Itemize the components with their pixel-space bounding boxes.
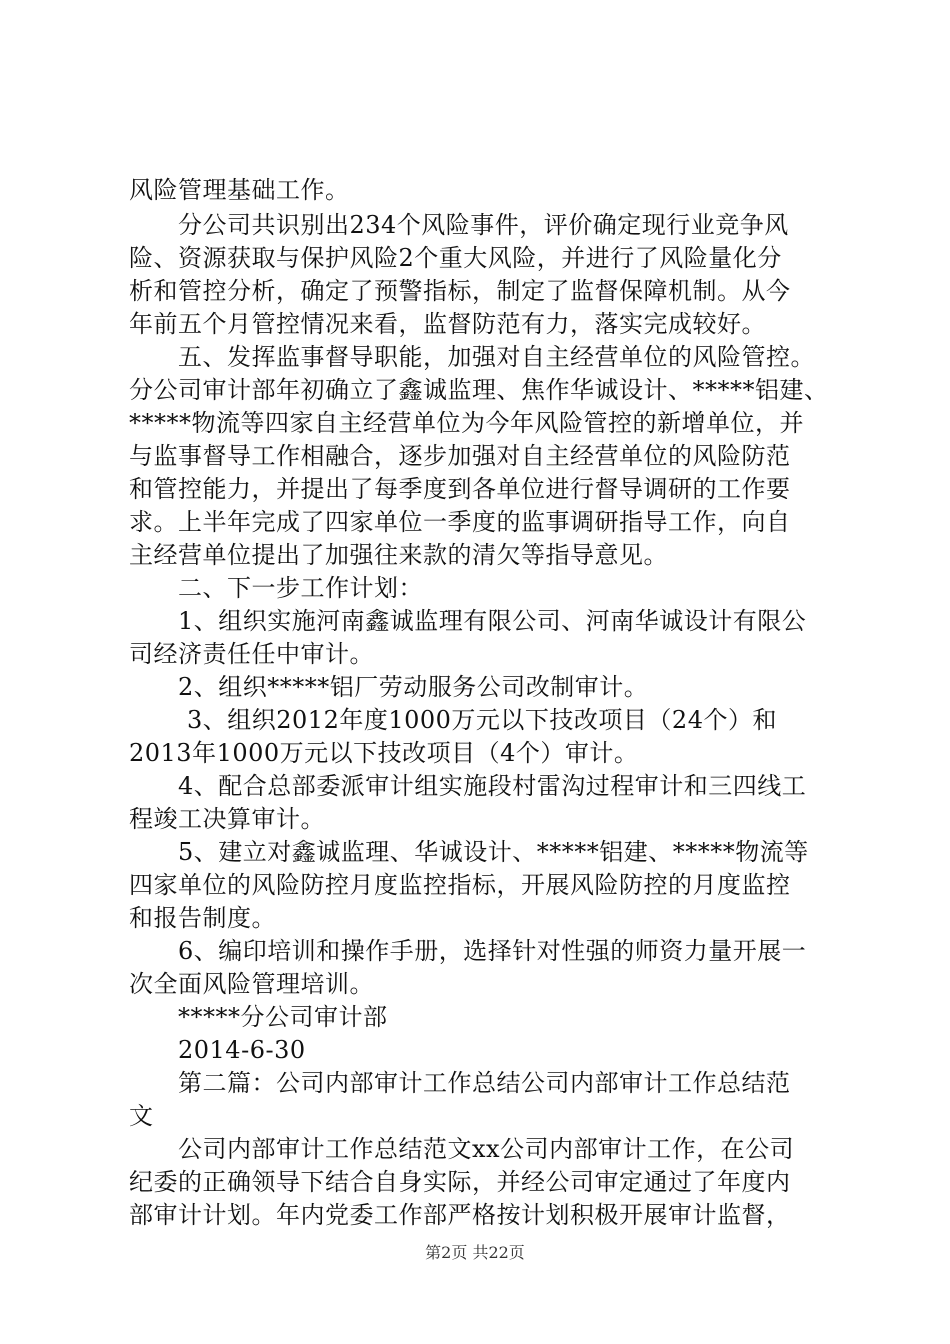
section-heading: 二、下一步工作计划： <box>178 574 423 602</box>
text-line: 年前五个月管控情况来看，监督防范有力，落实完成较好。 <box>129 310 766 338</box>
text-line: 程竣工决算审计。 <box>129 805 325 833</box>
text-line: *****物流等四家自主经营单位为今年风险管控的新增单位，并 <box>129 409 804 437</box>
text-line: 析和管控分析，确定了预警指标，制定了监督保障机制。从今 <box>129 277 791 305</box>
list-item: 3、组织2012年度1000万元以下技改项目（24个）和 <box>187 706 777 734</box>
list-item: 1、组织实施河南鑫诚监理有限公司、河南华诚设计有限公 <box>178 607 807 635</box>
text-line: 司经济责任任中审计。 <box>129 640 374 668</box>
text-line: 和管控能力，并提出了每季度到各单位进行督导调研的工作要 <box>129 475 791 503</box>
text-line: 部审计计划。年内党委工作部严格按计划积极开展审计监督， <box>129 1201 791 1229</box>
text-line: 四家单位的风险防控月度监控指标，开展风险防控的月度监控 <box>129 871 791 899</box>
signature-date: 2014-6-30 <box>178 1036 306 1064</box>
list-item: 6、编印培训和操作手册，选择针对性强的师资力量开展一 <box>178 937 807 965</box>
text-line: 与监事督导工作相融合，逐步加强对自主经营单位的风险防范 <box>129 442 791 470</box>
text-line: 2013年1000万元以下技改项目（4个）审计。 <box>129 739 639 767</box>
text-line: 分公司审计部年初确立了鑫诚监理、焦作华诚设计、*****铝建、 <box>129 376 829 404</box>
list-item: 4、配合总部委派审计组实施段村雷沟过程审计和三四线工 <box>178 772 807 800</box>
text-line: 文 <box>129 1102 154 1130</box>
text-line: 风险管理基础工作。 <box>129 176 350 204</box>
chapter-heading: 第二篇：公司内部审计工作总结公司内部审计工作总结范 <box>178 1069 791 1097</box>
page-footer: 第2页 共22页 <box>425 1243 525 1262</box>
text-line: 公司内部审计工作总结范文xx公司内部审计工作，在公司 <box>178 1135 795 1163</box>
text-line: 分公司共识别出234个风险事件，评价确定现行业竞争风 <box>178 211 789 239</box>
text-line: 纪委的正确领导下结合自身实际，并经公司审定通过了年度内 <box>129 1168 791 1196</box>
text-line: 和报告制度。 <box>129 904 276 932</box>
text-line: 主经营单位提出了加强往来款的清欠等指导意见。 <box>129 541 668 569</box>
signature-department: *****分公司审计部 <box>178 1003 388 1031</box>
section-heading: 五、发挥监事督导职能，加强对自主经营单位的风险管控。 <box>178 343 815 371</box>
text-line: 次全面风险管理培训。 <box>129 970 374 998</box>
text-line: 险、资源获取与保护风险2个重大风险，并进行了风险量化分 <box>129 244 782 272</box>
list-item: 2、组织*****铝厂劳动服务公司改制审计。 <box>178 673 649 701</box>
text-line: 求。上半年完成了四家单位一季度的监事调研指导工作，向自 <box>129 508 791 536</box>
list-item: 5、建立对鑫诚监理、华诚设计、*****铝建、*****物流等 <box>178 838 809 866</box>
